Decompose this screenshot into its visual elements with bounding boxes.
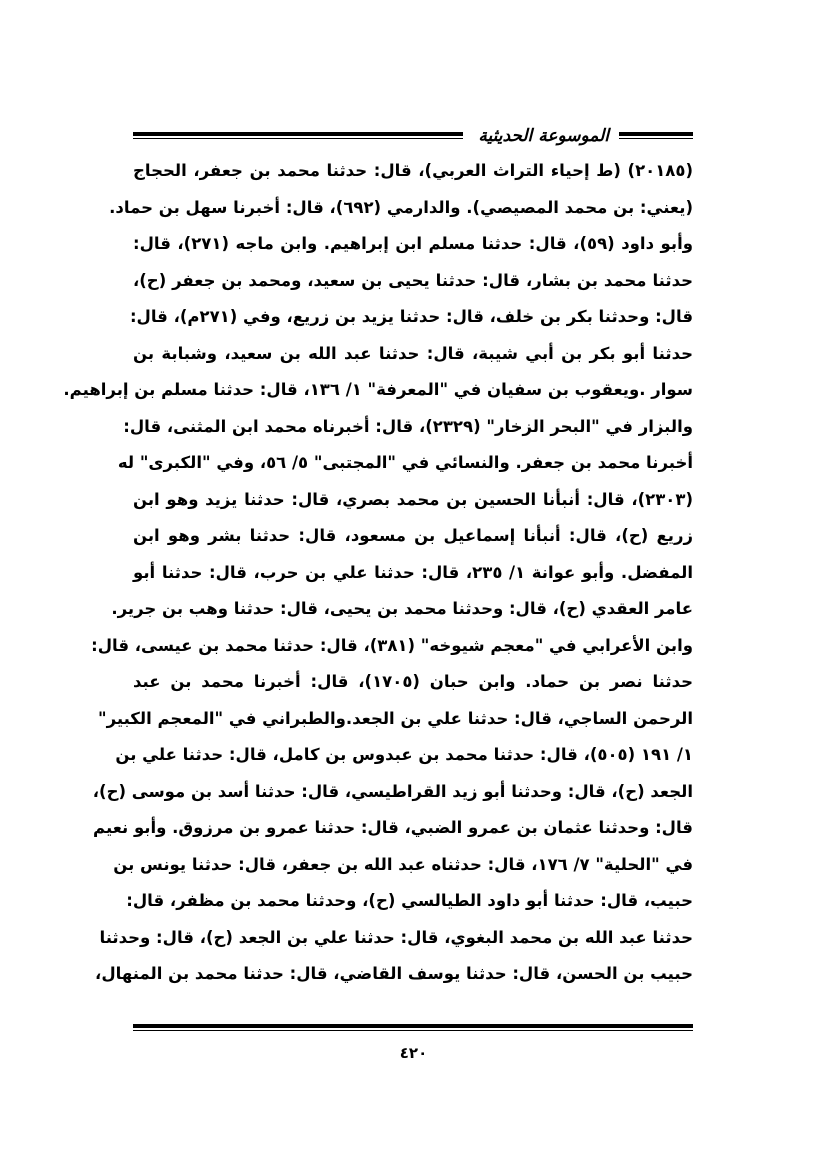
running-title: الموسوعة الحديثية <box>478 126 609 146</box>
header-rule-left <box>133 132 463 139</box>
text-line: الرحمن الساجي، قال: حدثنا علي بن الجعد.والطبراني في "المعجم الكبير" <box>97 708 693 728</box>
text-line: أخبرنا محمد بن جعفر. والنسائي في "المجتبى" ٥/ ٥٦، وفي "الكبرى" له <box>117 453 693 472</box>
text-line: (يعني: بن محمد المصيصي). والدارمي (٦٩٢)، قال: أخبرنا سهل بن حماد. <box>109 197 693 217</box>
text-line: زريع (ح)، قال: أنبأنا إسماعيل بن مسعود، قال: حدثنا بشر وهو ابن <box>133 526 693 545</box>
footer-rule <box>133 1024 693 1031</box>
text-line: وأبو داود (٥٩)، قال: حدثنا مسلم ابن إبراهيم. وابن ماجه (٢٧١)، قال: <box>133 234 693 253</box>
text-line: حدثنا أبو بكر بن أبي شيبة، قال: حدثنا عبد الله بن سعيد، وشبابة بن <box>133 343 693 363</box>
text-line: حبيب بن الحسن، قال: حدثنا يوسف القاضي، قال: حدثنا محمد بن المنهال، <box>95 964 693 983</box>
header-rule-right <box>619 132 693 139</box>
text-line: والبزار في "البحر الزخار" (٢٣٢٩)، قال: أخبرناه محمد ابن المثنى، قال: <box>123 416 693 436</box>
text-line: وابن الأعرابي في "معجم شيوخه" (٣٨١)، قال: حدثنا محمد بن عيسى، قال: <box>91 635 693 655</box>
text-line: حدثنا محمد بن بشار، قال: حدثنا يحيى بن سعيد، ومحمد بن جعفر (ح)، <box>133 270 693 290</box>
text-line: قال: وحدثنا بكر بن خلف، قال: حدثنا يزيد بن زريع، وفي (٢٧١م)، قال: <box>129 307 693 326</box>
text-line: حدثنا عبد الله بن محمد البغوي، قال: حدثنا علي بن الجعد (ح)، قال: وحدثنا <box>99 927 693 947</box>
text-line: حبيب، قال: حدثنا أبو داود الطيالسي (ح)، وحدثنا محمد بن مظفر، قال: <box>126 891 693 910</box>
text-line: عامر العقدي (ح)، قال: وحدثنا محمد بن يحيى، قال: حدثنا وهب بن جرير. <box>111 599 693 618</box>
text-line: قال: وحدثنا عثمان بن عمرو الضبي، قال: حدثنا عمرو بن مرزوق. وأبو نعيم <box>93 818 693 837</box>
text-line: (٢٣٠٣)، قال: أنبأنا الحسين بن محمد بصري، قال: حدثنا يزيد وهو ابن <box>133 489 693 509</box>
text-line: سوار .ويعقوب بن سفيان في "المعرفة" ١/ ١٣٦، قال: حدثنا مسلم بن إبراهيم. <box>63 380 693 399</box>
page-header <box>133 122 693 152</box>
text-line: في "الحلية" ٧/ ١٧٦، قال: حدثناه عبد الله بن جعفر، قال: حدثنا يونس بن <box>113 854 693 874</box>
text-line: (٢٠١٨٥) (ط إحياء التراث العربي)، قال: حدثنا محمد بن جعفر، الحجاج <box>133 161 693 180</box>
text-line: الجعد (ح)، قال: وحدثنا أبو زيد القراطيسي، قال: حدثنا أسد بن موسى (ح)، <box>92 781 693 801</box>
text-line: ١/ ١٩١ (٥٠٥)، قال: حدثنا محمد بن عبدوس بن كامل، قال: حدثنا علي بن <box>115 745 693 764</box>
text-line: حدثنا نصر بن حماد. وابن حبان (١٧٠٥)، قال: أخبرنا محمد بن عبد <box>133 672 693 691</box>
page-number: ٤٢٠ <box>399 1044 428 1062</box>
body-text <box>63 153 693 993</box>
text-line: المفضل. وأبو عوانة ١/ ٢٣٥، قال: حدثنا علي بن حرب، قال: حدثنا أبو <box>133 562 693 582</box>
